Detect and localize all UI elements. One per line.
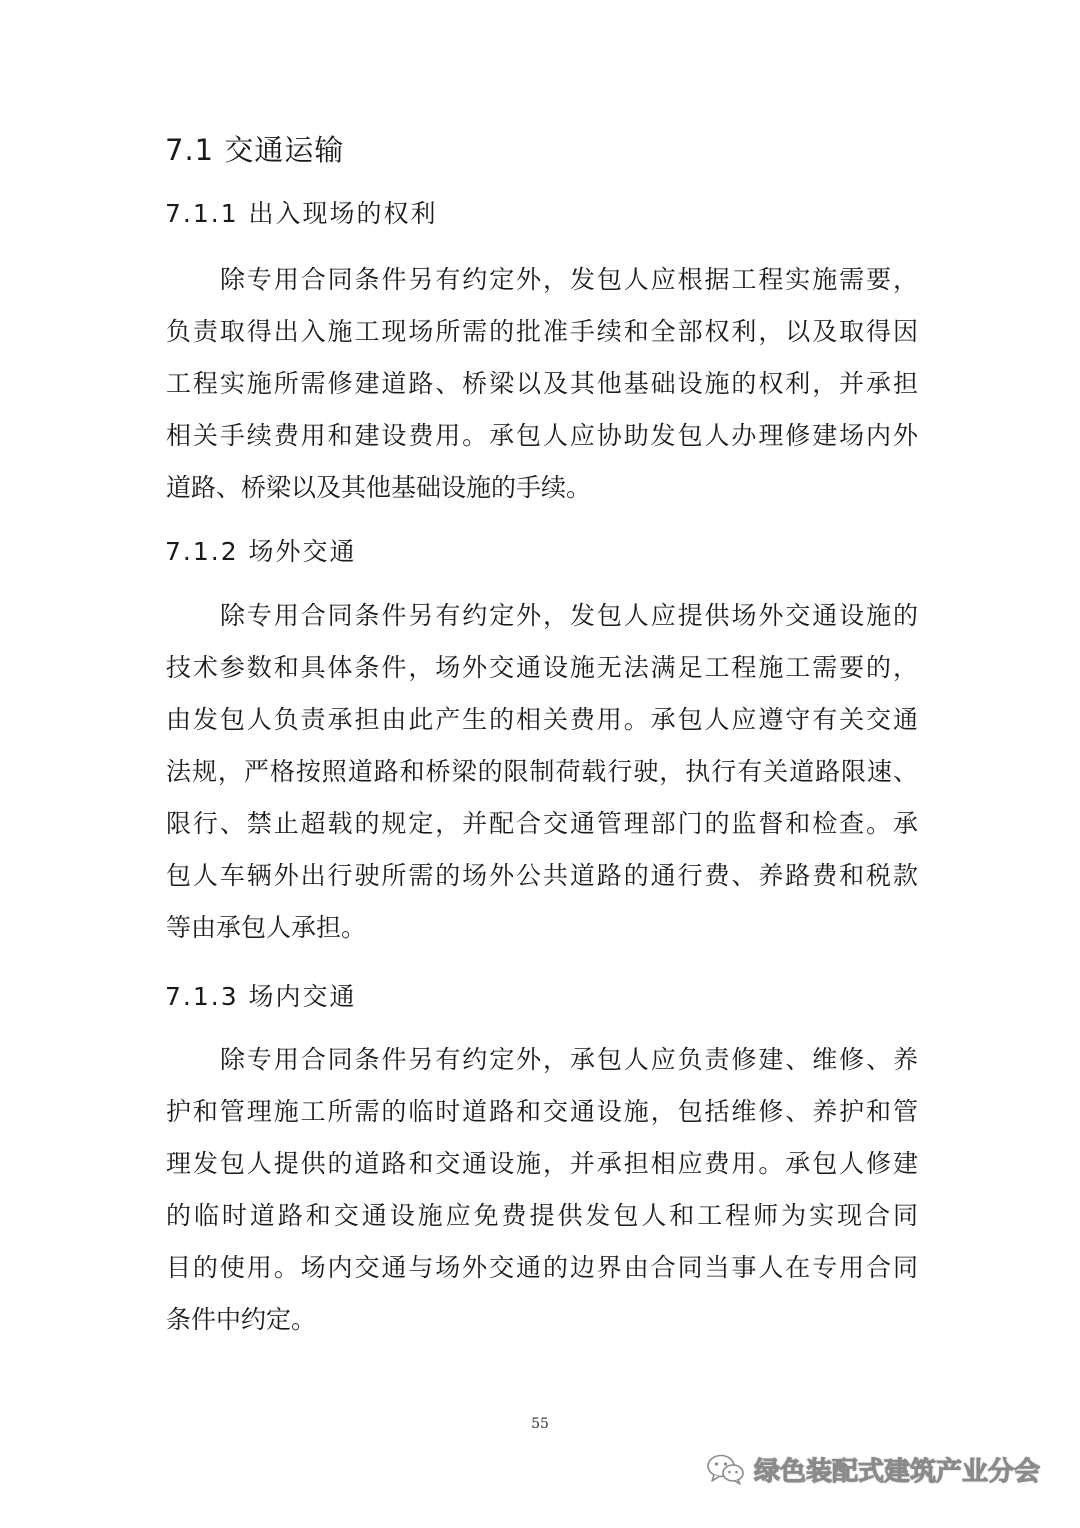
paragraph-line: 道路、桥梁以及其他基础设施的手续。 — [166, 473, 592, 502]
paragraph-line: 限行、禁止超载的规定，并配合交通管理部门的监督和检查。承 — [166, 809, 918, 838]
paragraph-line: 由发包人负责承担由此产生的相关费用。承包人应遵守有关交通 — [166, 705, 918, 734]
paragraph-2 — [166, 590, 918, 954]
paragraph-line: 包人车辆外出行驶所需的场外公共道路的通行费、养路费和税款 — [166, 861, 918, 890]
paragraph-1 — [166, 254, 918, 514]
paragraph-line: 技术参数和具体条件，场外交通设施无法满足工程施工需要的， — [166, 653, 918, 682]
paragraph-line: 等由承包人承担。 — [166, 913, 367, 942]
paragraph-3 — [166, 1034, 918, 1346]
wechat-icon — [706, 1452, 746, 1486]
paragraph-line: 目的使用。场内交通与场外交通的边界由合同当事人在专用合同 — [166, 1253, 918, 1282]
paragraph-line: 除专用合同条件另有约定外，发包人应提供场外交通设施的 — [220, 601, 918, 630]
watermark-text: 绿色装配式建筑产业分会 — [754, 1456, 1041, 1487]
subsection-heading-2: 7.1.2 场外交通 — [165, 537, 357, 566]
paragraph-line: 相关手续费用和建设费用。承包人应协助发包人办理修建场内外 — [166, 421, 918, 450]
paragraph-line: 工程实施所需修建道路、桥梁以及其他基础设施的权利，并承担 — [166, 369, 918, 398]
paragraph-line: 条件中约定。 — [166, 1305, 317, 1334]
paragraph-line: 除专用合同条件另有约定外，承包人应负责修建、维修、养 — [220, 1045, 918, 1074]
subsection-heading-3: 7.1.3 场内交通 — [165, 982, 357, 1011]
paragraph-line: 法规，严格按照道路和桥梁的限制荷载行驶，执行有关道路限速、 — [166, 757, 918, 786]
paragraph-line: 负责取得出入施工现场所需的批准手续和全部权利，以及取得因 — [166, 317, 918, 346]
watermark — [706, 1446, 1056, 1492]
paragraph-line: 除专用合同条件另有约定外，发包人应根据工程实施需要， — [220, 265, 918, 294]
paragraph-line: 的临时道路和交通设施应免费提供发包人和工程师为实现合同 — [166, 1201, 918, 1230]
page-number: 55 — [531, 1416, 549, 1432]
paragraph-line: 理发包人提供的道路和交通设施，并承担相应费用。承包人修建 — [166, 1149, 918, 1178]
section-heading: 7.1 交通运输 — [165, 133, 345, 167]
subsection-heading-1: 7.1.1 出入现场的权利 — [165, 199, 438, 228]
paragraph-line: 护和管理施工所需的临时道路和交通设施，包括维修、养护和管 — [166, 1097, 918, 1126]
